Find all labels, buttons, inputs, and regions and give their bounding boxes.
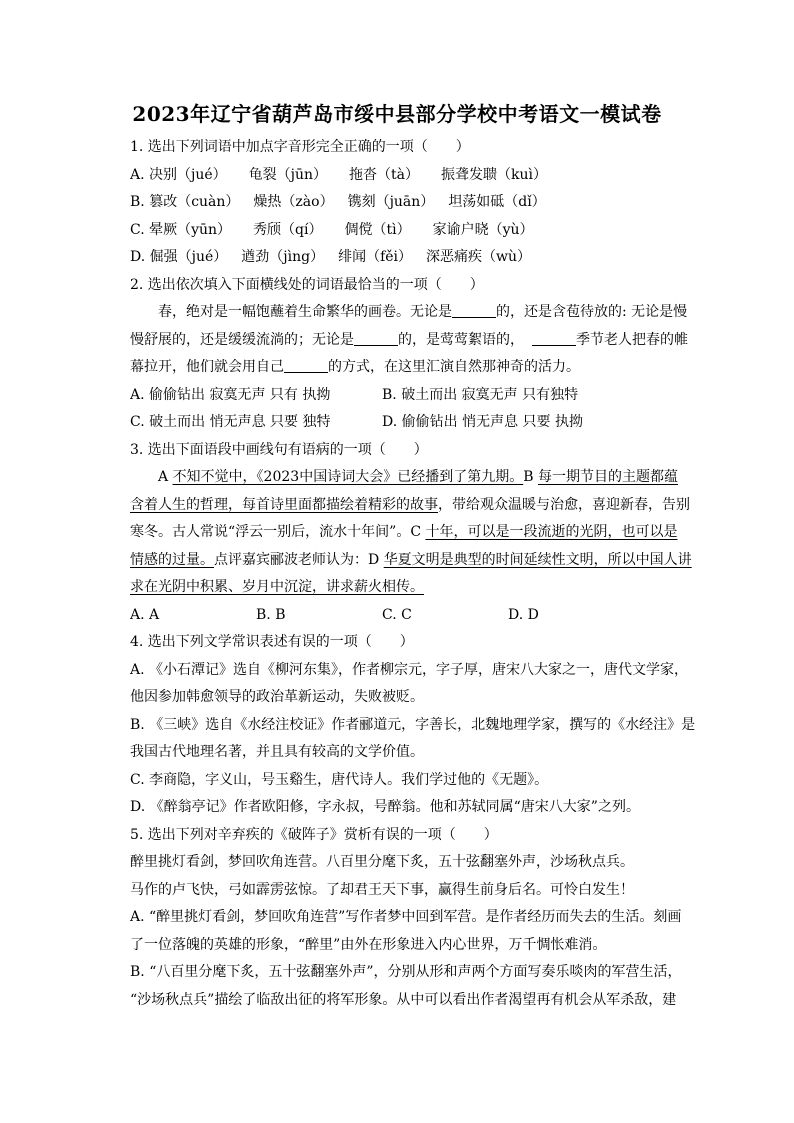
q2-stem: 2. 选出依次填入下面横线处的词语最恰当的一项（ ） (130, 276, 484, 293)
q5-option-a-line-2: 了一位落魄的英雄的形象，“醉里”由外在形象进入内心世界，万千惆怅难消。 (130, 936, 607, 953)
q5-option-a-line-1[interactable]: A. “醉里挑灯看剑，梦回吹角连营”写作者梦中回到军营。是作者经历而失去的生活。刻画 (130, 909, 682, 925)
q5-option-b-line-2: “沙场秋点兵”描绘了临敌出征的将军形象。从中可以看出作者渴望再有机会从军杀敌，建 (130, 991, 677, 1008)
q4-option-b-line-2: 我国古代地理名著，并且具有较高的文学价值。 (130, 744, 424, 760)
exam-content (130, 134, 695, 1014)
q3-sentence-c-part-1: 十年，可以是一段流逝的光阴，也可以是 (425, 524, 678, 540)
q2-blank-3[interactable] (532, 330, 576, 346)
q3-stem: 3. 选出下面语段中画线句有语病的一项（ ） (130, 441, 428, 458)
q5-poem-line-2: 马作的卢飞快，弓如霹雳弦惊。了却君王天下事，赢得生前身后名。可怜白发生！ (130, 881, 634, 898)
q1-option-c[interactable]: C. 晕厥（yūn） 秀颀（qí） 倜傥（tì） 家谕户晓（yù） (130, 221, 534, 238)
q5-stem: 5. 选出下列对辛弃疾的《破阵子》赏析有误的一项（ ） (130, 826, 498, 843)
page-title: 2023年辽宁省葫芦岛市绥中县部分学校中考语文一模试卷 (132, 102, 662, 126)
q3-sentence-b-part-1: 每一期节目的主题都蕴 (537, 469, 678, 485)
q3-sentence-a: 不知不觉中，《2023中国诗词大会》已经播到了第九期。 (172, 469, 524, 485)
q2-options-cd (130, 409, 695, 437)
q3-option-d[interactable]: D. D (508, 606, 539, 623)
q1-option-a[interactable]: A. 决别（jué） 龟裂（jūn） 拖沓（tà） 振聋发聩（kuì） (130, 166, 547, 183)
q1-stem: 1. 选出下列词语中加点字音形完全正确的一项（ ） (130, 139, 470, 155)
q3-options (130, 602, 695, 630)
q3-passage-line-4: 情感的过量。点评嘉宾郦波老师认为：D 华夏文明是典型的时间延续性文明，所以中国人讲 (130, 551, 692, 568)
q3-option-a[interactable]: A. A (130, 606, 160, 623)
q2-option-a[interactable]: A. 偷偷钻出 寂寞无声 只有 执拗 (130, 386, 331, 403)
q3-passage-line-1: A 不知不觉中，《2023中国诗词大会》已经播到了第九期。B 每一期节目的主题都蕴 (158, 469, 678, 485)
q3-sentence-b-part-2: 含着人生的哲理，每首诗里面都描绘着精彩的故事 (130, 496, 438, 513)
q3-passage-line-2: 含着人生的哲理，每首诗里面都描绘着精彩的故事，带给观众温暖与治愈，喜迎新春，告别 (130, 496, 690, 513)
q2-blank-1[interactable] (452, 302, 496, 318)
q1-option-d[interactable]: D. 倔强（jué） 遒劲（jìng） 绯闻（fěi） 深恶痛疾（wù） (130, 249, 532, 265)
q2-passage-line-3: 幕拉开，他们就会用自己 的方式，在这里汇演自然那神奇的活力。 (130, 359, 580, 375)
q4-option-c[interactable]: C. 李商隐，字义山，号玉谿生，唐代诗人。我们学过他的《无题》。 (130, 771, 549, 788)
q2-blank-2[interactable] (354, 330, 398, 346)
q2-option-b[interactable]: B. 破土而出 寂寞无声 只有独特 (382, 386, 579, 403)
q1-option-b[interactable]: B. 篡改（cuàn） 燥热（zào） 镌刻（juān） 坦荡如砥（dǐ） (130, 194, 546, 210)
q5-option-b-line-1[interactable]: B. “八百里分麾下炙，五十弦翻塞外声”，分别从形和声两个方面写奏乐啖肉的军营生活， (130, 964, 682, 980)
q4-option-a-line-1[interactable]: A. 《小石潭记》选自《柳河东集》，作者柳宗元，字子厚，唐宋八大家之一，唐代文学家， (130, 661, 689, 678)
q3-passage-line-3: 寒冬。古人常说“浮云一别后，流水十年间”。C 十年，可以是一段流逝的光阴，也可以是 (130, 524, 678, 540)
q4-option-d[interactable]: D. 《醉翁亭记》作者欧阳修，字永叔，号醉翁。他和苏轼同属“唐宋八大家”之列。 (130, 799, 640, 815)
q4-option-b-line-1[interactable]: B. 《三峡》选自《水经注校证》作者郦道元，字善长，北魏地理学家，撰写的《水经注》是 (130, 716, 695, 733)
q2-passage-line-1: 春，绝对是一幅饱蘸着生命繁华的画卷。无论是 的，还是含苞待放的: 无论是慢 (158, 304, 688, 320)
q3-sentence-d-part-2: 求在光阴中积累、岁月中沉淀，讲求薪火相传。 (130, 579, 424, 595)
q4-option-a-line-2: 他因参加韩愈领导的政治革新运动，失败被贬。 (130, 689, 424, 705)
q3-option-b[interactable]: B. B (256, 606, 286, 623)
q4-stem: 4. 选出下列文学常识表述有误的一项（ ） (130, 634, 414, 650)
q2-option-d[interactable]: D. 偷偷钻出 悄无声息 只要 执拗 (382, 414, 583, 430)
q3-passage-line-5 (130, 574, 695, 602)
q3-option-c[interactable]: C. C (382, 606, 412, 623)
q3-sentence-c-part-2: 情感的过量。 (130, 551, 214, 568)
q2-passage-line-2: 慢舒展的，还是缓缓流淌的；无论是 的，是莺莺絮语的， 季节老人把春的帷 (130, 331, 688, 348)
q2-blank-4[interactable] (284, 357, 328, 373)
q2-option-c[interactable]: C. 破土而出 悄无声息 只要 独特 (130, 414, 331, 430)
q5-poem-line-1: 醉里挑灯看剑，梦回吹角连营。八百里分麾下炙，五十弦翻塞外声，沙场秋点兵。 (130, 854, 634, 870)
q3-sentence-d-part-1: 华夏文明是典型的时间延续性文明，所以中国人讲 (383, 551, 692, 568)
q2-options-ab (130, 382, 695, 410)
